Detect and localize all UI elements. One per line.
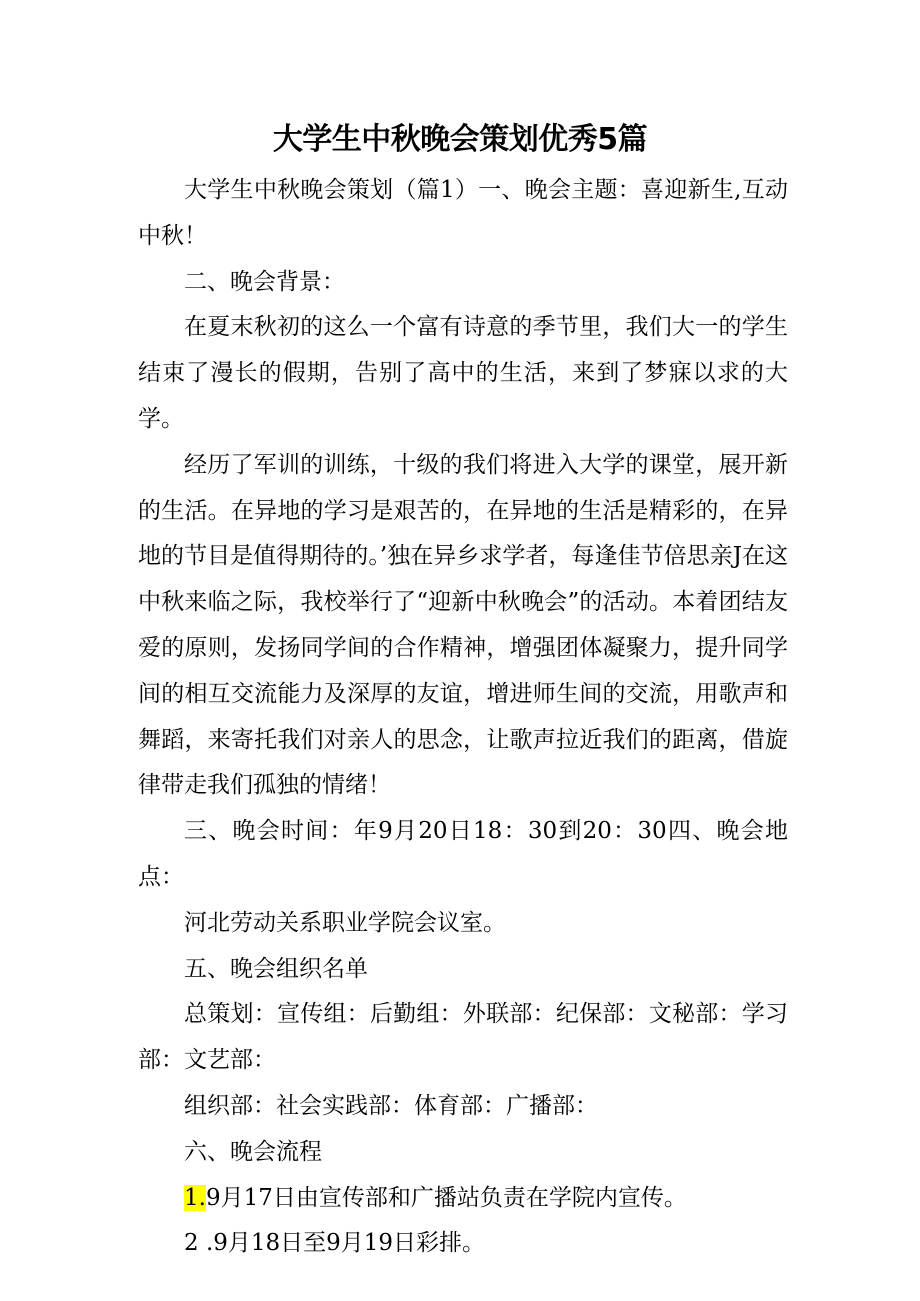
paragraph-theme: 大学生中秋晚会策划（篇1）一、晚会主题：喜迎新生,互动中秋！: [138, 177, 788, 249]
highlighted-number: 1.: [184, 1184, 206, 1211]
paragraph-background-2: 经历了军训的训练，十级的我们将进入大学的课堂，展开新的生活。在异地的学习是艰苦的，在异地的生活是精彩的，在异地的节目是值得期待的。’独在异乡求学者，每逢佳节倍思亲J在这中秋来临之际，我校举行了“迎新中秋晚会”的活动。本着团结友爱的原则，发扬同学间的合作精神，增强团体凝聚力，提升同学间的相互交流能力及深厚的友谊，增进师生间的交流，用歌声和舞蹈，来寄托我们对亲人的思念，让歌声拉近我们的距离，借旋律带走我们孤独的情绪！: [138, 451, 788, 799]
list-item-1: [138, 1176, 788, 1222]
paragraph-org-list-1: 总策划：宣传组：后勤组：外联部：纪保部：文秘部：学习部：文艺部：: [138, 1001, 788, 1074]
list-item-1-text: 9月17日由宣传部和广播站负责在学院内宣传。: [205, 1184, 687, 1211]
paragraph-background-heading: 二、晚会背景：: [184, 268, 345, 295]
document-title: 大学生中秋晚会策划优秀5篇: [272, 122, 648, 157]
paragraph-flow-heading: 六、晚会流程: [184, 1138, 322, 1165]
paragraph-venue: 河北劳动关系职业学院会议室。: [184, 909, 506, 936]
paragraph-time-place: 三、晚会时间：年9月20日18：30到20：30四、晚会地点：: [138, 818, 788, 890]
list-item-2: 2 .9月18日至9月19日彩排。: [184, 1230, 486, 1257]
document-body: [138, 168, 788, 1267]
paragraph-org-list-2: 组织部：社会实践部：体育部：广播部：: [184, 1092, 598, 1119]
paragraph-background-1: 在夏末秋初的这么一个富有诗意的季节里，我们大一的学生结束了漫长的假期，告别了高中的生活，来到了梦寐以求的大学。: [138, 314, 788, 432]
paragraph-org-heading: 五、晚会组织名单: [184, 955, 368, 982]
